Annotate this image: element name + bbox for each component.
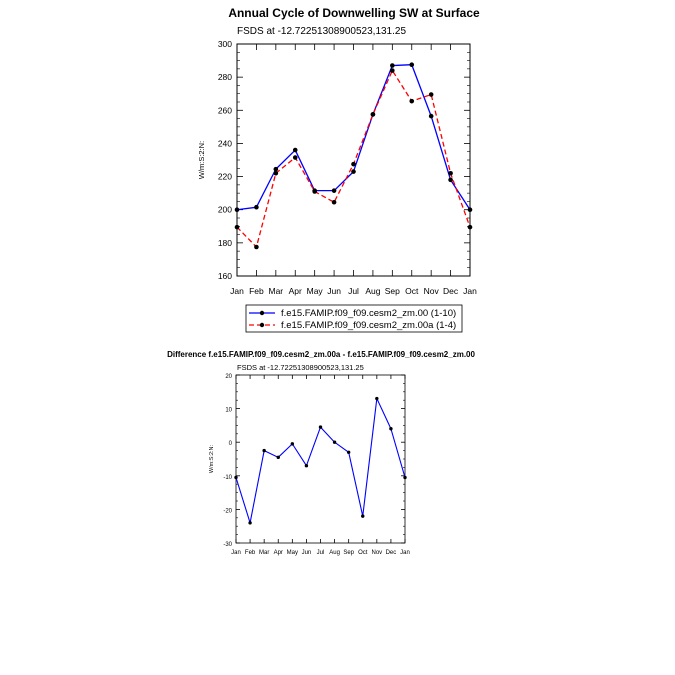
y-tick-label: 280 — [217, 72, 232, 83]
legend-marker — [260, 323, 264, 327]
plot-frame — [237, 44, 470, 276]
data-point — [333, 441, 336, 444]
legend-label: f.e15.FAMIP.f09_f09.cesm2_zm.00a (1-4) — [281, 320, 457, 331]
x-tick-label: Jan — [400, 550, 410, 556]
data-point — [274, 171, 279, 176]
data-point — [254, 245, 259, 250]
data-point — [351, 169, 356, 174]
x-tick-label: Jun — [327, 286, 341, 296]
data-point — [448, 171, 453, 176]
plot-frame — [236, 375, 405, 543]
y-tick-label: 220 — [217, 171, 232, 182]
y-tick-label: -30 — [223, 542, 232, 548]
data-point — [235, 225, 240, 230]
data-point — [371, 112, 376, 117]
data-point — [312, 189, 317, 194]
difference-chart — [167, 350, 475, 556]
data-point — [361, 514, 364, 517]
y-tick-label: -20 — [223, 508, 232, 515]
data-point — [248, 521, 251, 524]
data-point — [262, 449, 265, 452]
data-point — [375, 397, 378, 400]
y-tick-label: 200 — [217, 204, 232, 215]
data-point — [274, 167, 279, 172]
data-point — [332, 188, 337, 193]
y-tick-label: 180 — [217, 237, 232, 248]
x-tick-label: Jan — [230, 286, 244, 296]
x-tick-label: Oct — [358, 550, 368, 556]
y-tick-label: 240 — [217, 138, 232, 149]
x-tick-label: Nov — [371, 550, 383, 556]
data-point — [332, 200, 337, 205]
data-point — [293, 148, 298, 153]
data-point — [305, 464, 308, 467]
data-point — [254, 205, 259, 210]
y-tick-label: -10 — [223, 474, 232, 481]
x-tick-label: Aug — [329, 550, 340, 556]
data-point — [277, 456, 280, 459]
x-tick-label: May — [306, 286, 323, 296]
x-tick-label: Sep — [384, 286, 400, 296]
series-line-2 — [237, 71, 470, 247]
y-axis-label: W/m:S:2:N: — [197, 140, 206, 180]
data-point — [351, 162, 356, 167]
chart-subtitle: FSDS at -12.72251308900523,131.25 — [237, 26, 407, 37]
y-tick-label: 260 — [217, 105, 232, 116]
legend-marker — [260, 311, 264, 315]
data-point — [390, 63, 395, 68]
chart-subtitle: FSDS at -12.72251308900523,131.25 — [237, 363, 364, 372]
data-point — [448, 178, 453, 183]
x-tick-label: Mar — [258, 550, 270, 556]
y-tick-label: 160 — [217, 271, 232, 281]
x-tick-label: Aug — [365, 286, 381, 296]
data-point — [390, 68, 395, 73]
data-point — [293, 155, 298, 160]
data-point — [429, 92, 434, 97]
data-point — [319, 425, 322, 428]
x-tick-label: Apr — [273, 550, 283, 556]
x-tick-label: May — [286, 550, 299, 556]
legend-label: f.e15.FAMIP.f09_f09.cesm2_zm.00 (1-10) — [281, 308, 457, 319]
data-point — [403, 476, 406, 479]
x-tick-label: Jul — [316, 550, 325, 556]
series-line-1 — [236, 399, 405, 523]
data-point — [468, 207, 473, 212]
x-tick-label: Jul — [348, 286, 359, 296]
x-tick-label: Dec — [443, 286, 459, 296]
chart-title: Difference f.e15.FAMIP.f09_f09.cesm2_zm.00a - f.e15.FAMIP.f09_f09.cesm2_zm.00 — [167, 350, 475, 359]
y-tick-label: 300 — [217, 39, 232, 49]
y-tick-label: 0 — [228, 441, 232, 448]
chart-title: Annual Cycle of Downwelling SW at Surface — [228, 6, 480, 20]
data-point — [235, 207, 240, 212]
data-point — [409, 99, 414, 104]
legend-entry-2 — [249, 320, 456, 331]
x-tick-label: Apr — [288, 286, 302, 296]
data-point — [468, 225, 473, 230]
x-tick-label: Jan — [231, 550, 241, 556]
x-tick-label: Sep — [343, 550, 355, 556]
x-tick-label: Mar — [268, 286, 284, 296]
data-point — [429, 114, 434, 119]
data-point — [389, 427, 392, 430]
x-tick-label: Oct — [405, 286, 419, 296]
data-point — [291, 442, 294, 445]
x-tick-label: Jun — [301, 550, 312, 556]
data-point — [347, 451, 350, 454]
y-axis-label: W/m:S:2:N: — [209, 444, 215, 474]
data-point — [234, 476, 237, 479]
y-tick-label: 20 — [225, 374, 232, 380]
legend-entry-1 — [249, 308, 456, 319]
data-point — [409, 62, 414, 67]
x-tick-label: Jan — [463, 286, 477, 296]
annual-cycle-chart — [197, 6, 480, 332]
x-tick-label: Feb — [244, 550, 256, 556]
x-tick-label: Dec — [385, 550, 397, 556]
x-tick-label: Feb — [249, 286, 264, 296]
x-tick-label: Nov — [423, 286, 439, 296]
y-tick-label: 10 — [225, 407, 232, 414]
